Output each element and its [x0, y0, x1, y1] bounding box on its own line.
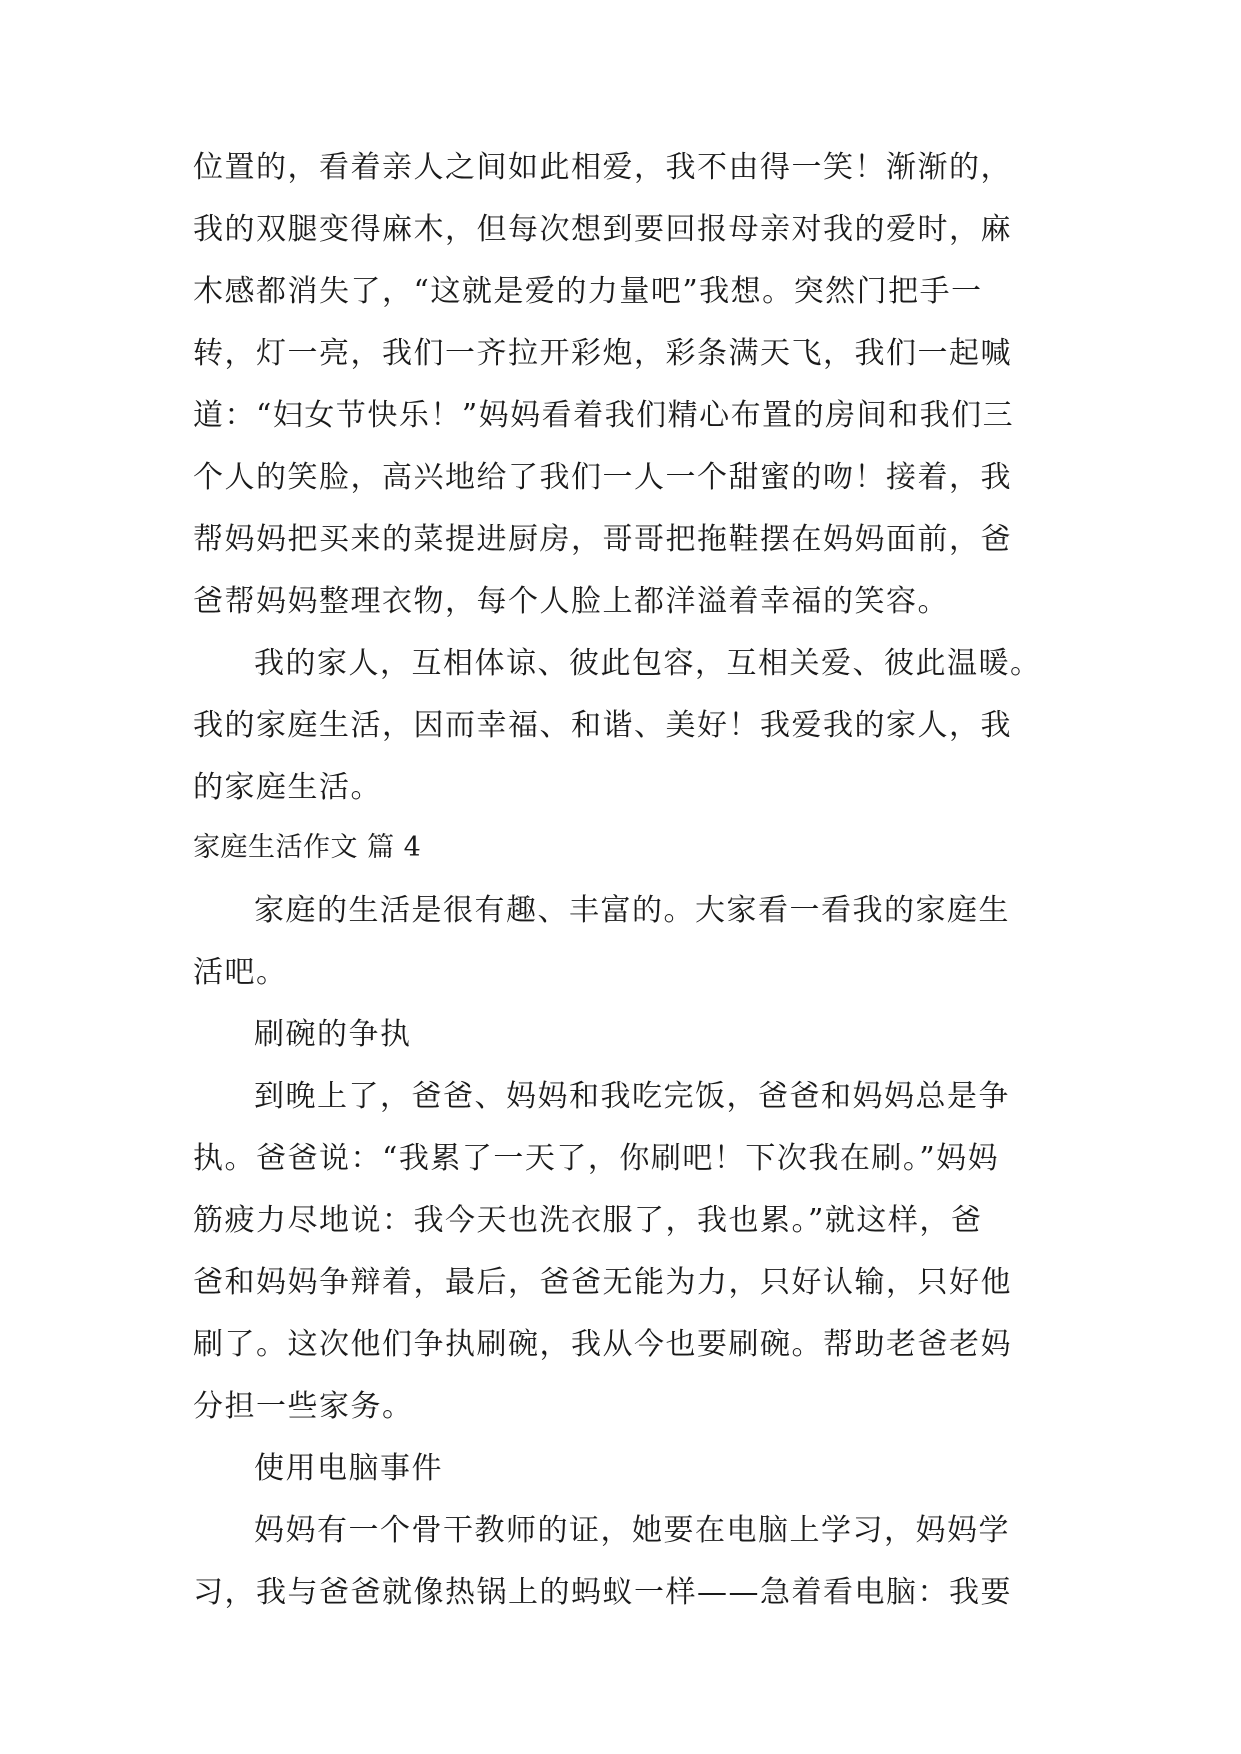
text-line: 个人的笑脸，高兴地给了我们一人一个甜蜜的吻！接着，我 — [193, 460, 1012, 495]
text-line: 位置的，看着亲人之间如此相爱，我不由得一笑！渐渐的， — [193, 150, 1012, 185]
section-heading: 家庭生活作文 篇 4 — [193, 832, 422, 863]
paragraph-first-line: 家庭的生活是很有趣、丰富的。大家看一看我的家庭生 — [254, 893, 1010, 928]
text-line: 道：“妇女节快乐！”妈妈看着我们精心布置的房间和我们三 — [193, 398, 1015, 433]
text-line: 转，灯一亮，我们一齐拉开彩炮，彩条满天飞，我们一起喊 — [193, 336, 1012, 371]
text-line: 执。爸爸说：“我累了一天了，你刷吧！下次我在刷。”妈妈 — [193, 1141, 1000, 1176]
text-line: 刷了。这次他们争执刷碗，我从今也要刷碗。帮助老爸老妈 — [193, 1327, 1012, 1362]
text-line: 我的双腿变得麻木，但每次想到要回报母亲对我的爱时，麻 — [193, 212, 1012, 247]
paragraph-first-line: 到晚上了，爸爸、妈妈和我吃完饭，爸爸和妈妈总是争 — [254, 1079, 1010, 1114]
text-line: 爸帮妈妈整理衣物，每个人脸上都洋溢着幸福的笑容。 — [193, 584, 949, 619]
subheading: 使用电脑事件 — [254, 1451, 443, 1486]
text-line: 木感都消失了，“这就是爱的力量吧”我想。突然门把手一 — [193, 274, 983, 309]
text-line: 帮妈妈把买来的菜提进厨房，哥哥把拖鞋摆在妈妈面前，爸 — [193, 522, 1012, 557]
text-line: 筋疲力尽地说：我今天也洗衣服了，我也累。”就这样，爸 — [193, 1203, 983, 1238]
text-line: 活吧。 — [193, 955, 288, 990]
text-line: 我的家庭生活，因而幸福、和谐、美好！我爱我的家人，我 — [193, 708, 1012, 743]
text-line: 分担一些家务。 — [193, 1389, 414, 1424]
paragraph-first-line: 我的家人，互相体谅、彼此包容，互相关爱、彼此温暖。 — [254, 646, 1042, 681]
paragraph-first-line: 妈妈有一个骨干教师的证，她要在电脑上学习，妈妈学 — [254, 1513, 1010, 1548]
subheading: 刷碗的争执 — [254, 1017, 412, 1052]
text-line: 的家庭生活。 — [193, 770, 382, 805]
text-line: 习，我与爸爸就像热锅上的蚂蚁一样——急着看电脑：我要 — [193, 1575, 1012, 1610]
text-line: 爸和妈妈争辩着，最后，爸爸无能为力，只好认输，只好他 — [193, 1265, 1012, 1300]
